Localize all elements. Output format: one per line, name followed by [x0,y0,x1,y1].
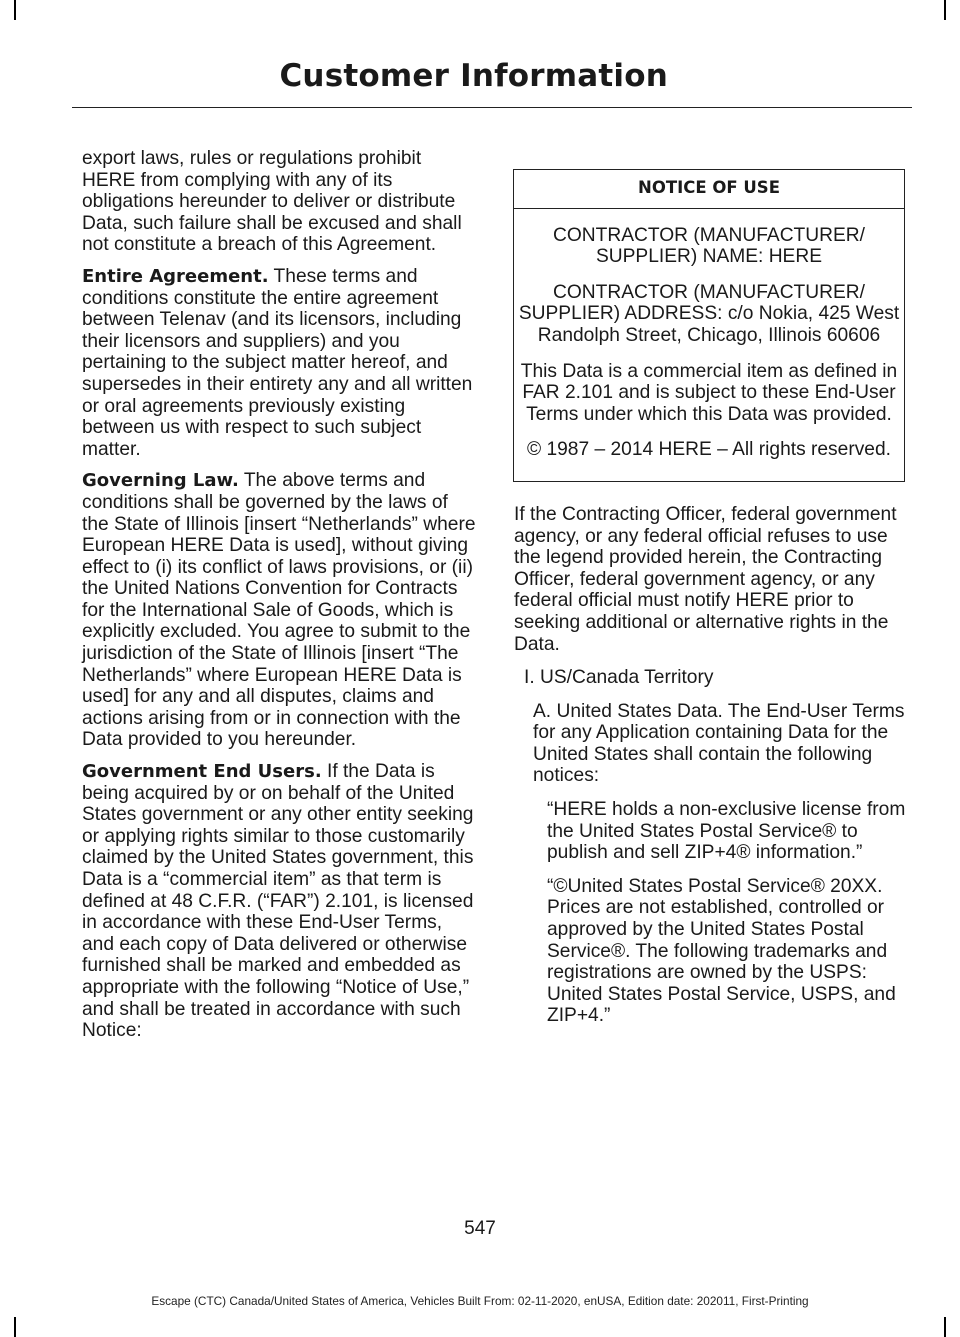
paragraph-government-end-users [82,761,478,1042]
notice-contractor-address: CONTRACTOR (MANUFACTURER/ SUPPLIER) ADDRESS: c/o Nokia, 425 West Randolph Street, Chicago, Illinois 60606 [518,281,900,346]
usps-copyright-quote: “©United States Postal Service® 20XX. Prices are not established, controlled or approved by the United States Postal Service®. The following trademarks and registrations are owned by the USPS: United States Postal Service, USPS, and ZIP+4.” [547,875,896,1027]
paragraph-export-laws: export laws, rules or regulations prohibit HERE from complying with any of its obligations hereunder to deliver or distribute Data, such failure shall be excused and shall not constitute a breach of this Agreement. [82,148,462,256]
right-column [514,169,908,1037]
crop-mark [14,0,16,20]
government-end-users-text: If the Data is being acquired by or on behalf of the United States government or any other entity seeking or applying rights similar to those customarily claimed by the United States government, this Data is a “commercial item” as that term is defined at 48 C.F.R. (“FAR”) 2.101, is licensed in accordance with these End-User Terms, and each copy of Data delivered or otherwise furnished shall be marked and embedded as appropriate with the following “Notice of Use,” and shall be treated in accordance with such Notice: [82,761,474,1042]
crop-mark [944,0,946,20]
government-end-users-heading: Government End Users. [82,761,322,783]
notice-commercial-item: This Data is a commercial item as defined in FAR 2.101 and is subject to these End-User Terms under which this Data was provided. [520,360,898,425]
usps-license-quote: “HERE holds a non-exclusive license from the United States Postal Service® to publish and sell ZIP+4® information.” [547,799,906,864]
paragraph-governing-law [82,470,478,751]
crop-mark [944,1317,946,1337]
us-data-paragraph: A. United States Data. The End-User Terms for any Application containing Data for the United States shall contain the following notices: [533,700,905,787]
notice-contractor-name: CONTRACTOR (MANUFACTURER/ SUPPLIER) NAME: HERE [553,224,865,268]
page-number: 547 [464,1218,496,1239]
footer-edition-info: Escape (CTC) Canada/United States of America, Vehicles Built From: 02-11-2020, enUSA, Edition date: 202011, First-Printing [151,1294,809,1308]
territory-heading: I. US/Canada Territory [524,667,714,689]
crop-mark [14,1317,16,1337]
entire-agreement-heading: Entire Agreement. [82,265,269,287]
notice-of-use-box [513,169,905,482]
paragraph-contracting-officer: If the Contracting Officer, federal government agency, or any federal official refuses to use the legend provided herein, the Contracting Officer, federal government agency, or any federal official must notify HERE prior to seeking additional or alternative rights in the Data. [514,503,897,655]
notice-body [514,209,904,481]
left-column [82,148,478,1052]
header-divider [72,107,912,108]
governing-law-heading: Governing Law. [82,470,239,492]
notice-heading: NOTICE OF USE [514,170,904,209]
entire-agreement-text: These terms and conditions constitute the entire agreement between Telenav (and its licensors, including their licensors and suppliers) and you pertaining to the subject matter hereof, and supersedes in their entirety any and all written or oral agreements previously existing between us with respect to such subject matter. [82,265,473,460]
governing-law-text: The above terms and conditions shall be governed by the laws of the State of Illinois [insert “Netherlands” where European HERE Data is used], without giving effect to (i) its conflict of laws provisions, or (ii) the United Nations Convention for Contracts for the International Sale of Goods, which is explicitly excluded. You agree to submit to the jurisdiction of the State of Illinois [insert “The Netherlands” where European HERE Data is used] for any and all disputes, claims and actions arising from or in connection with the Data provided to you hereunder. [82,470,476,751]
page-title: Customer Information [279,58,668,94]
notice-copyright: © 1987 – 2014 HERE – All rights reserved. [527,439,891,461]
paragraph-entire-agreement [82,266,478,460]
